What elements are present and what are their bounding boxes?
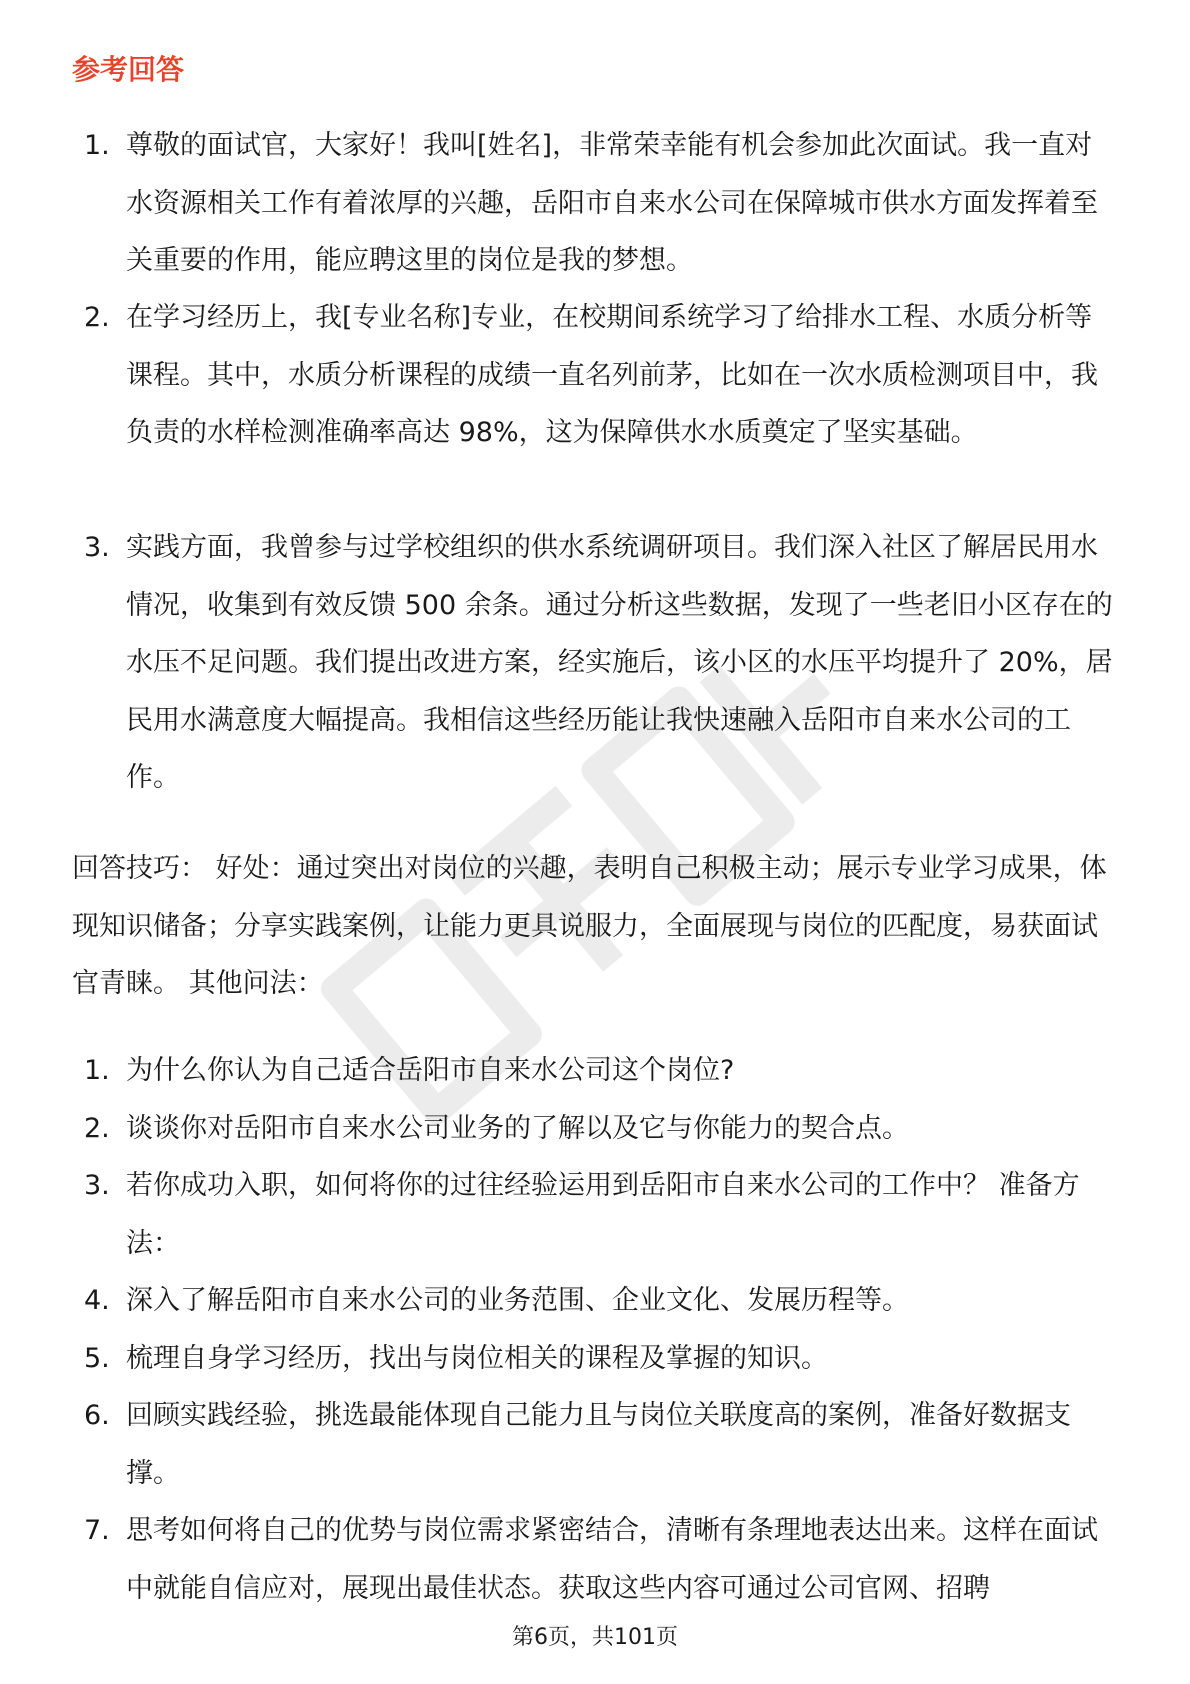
list-item-text: 为什么你认为自己适合岳阳市自来水公司这个岗位? <box>126 1055 735 1086</box>
list-item-number: 4. <box>84 1285 110 1316</box>
list-item <box>0 1157 1116 1272</box>
list-item <box>0 1272 1116 1330</box>
list-item-number: 2. <box>84 1112 110 1144</box>
list-item-number: 2. <box>84 302 110 333</box>
list-item-text: 思考如何将自己的优势与岗位需求紧密结合，清晰有条理地表达出来。这样在面试中就能自信应对，展现出最佳状态。获取这些内容可通过公司官网、招聘 <box>126 1515 1098 1604</box>
list-item-text: 梳理自身学习经历，找出与岗位相关的课程及掌握的知识。 <box>126 1342 828 1374</box>
list-item-text: 若你成功入职，如何将你的过往经验运用到岳阳市自来水公司的工作中？ 准备方法： <box>126 1170 1080 1259</box>
list-item-text: 深入了解岳阳市自来水公司的业务范围、企业文化、发展历程等。 <box>126 1285 909 1316</box>
list-item-text: 回顾实践经验，挑选最能体现自己能力且与岗位关联度高的案例，准备好数据支撑。 <box>126 1400 1071 1489</box>
list-item <box>0 1387 1116 1502</box>
section-title: 参考回答 <box>72 53 185 86</box>
list-item-number: 7. <box>84 1515 110 1546</box>
list-item-number: 1. <box>84 1055 110 1086</box>
list-item-text: 实践方面，我曾参与过学校组织的供水系统调研项目。我们深入社区了解居民用水情况，收集到有效反馈 500 余条。通过分析这些数据，发现了一些老旧小区存在的水压不足问题。我们提出改进方案，经实施后，该小区的水压平均提升了 20%，居民用水满意度大幅提高。我相信这些经历能让我快速融入岳阳市自来水公司的工作。 <box>126 532 1113 793</box>
list-item-number: 1. <box>84 130 110 161</box>
list-item <box>0 519 1116 793</box>
list-item-number: 5. <box>84 1342 110 1374</box>
list-item-text: 在学习经历上，我[专业名称]专业，在校期间系统学习了给排水工程、水质分析等课程。其中，水质分析课程的成绩一直名列前茅，比如在一次水质检测项目中，我负责的水样检测准确率高达 98%，这为保障供水水质奠定了坚实基础。 <box>126 302 1098 448</box>
list-item <box>0 1100 1116 1158</box>
answer-tips-paragraph: 回答技巧： 好处：通过突出对岗位的兴趣，表明自己积极主动；展示专业学习成果，体现知识储备；分享实践案例，让能力更具说服力，全面展现与岗位的匹配度，易获面试官青睐。 其他问法： <box>72 853 1107 999</box>
list-item-number: 3. <box>84 532 110 563</box>
list-item <box>0 1330 1116 1388</box>
list-item <box>0 117 1116 289</box>
page-number-footer: 第6页，共101页 <box>512 1625 678 1650</box>
list-item-number: 3. <box>84 1170 110 1201</box>
list-item <box>0 289 1116 519</box>
other-questions-list <box>0 1042 1116 1617</box>
list-item-text: 谈谈你对岳阳市自来水公司业务的了解以及它与你能力的契合点。 <box>126 1112 909 1144</box>
answer-list <box>0 117 1116 793</box>
list-item <box>0 1502 1116 1617</box>
list-item <box>0 1042 1116 1100</box>
list-item-number: 6. <box>84 1400 110 1431</box>
list-item-text: 尊敬的面试官，大家好！我叫[姓名]，非常荣幸能有机会参加此次面试。我一直对水资源相关工作有着浓厚的兴趣，岳阳市自来水公司在保障城市供水方面发挥着至关重要的作用，能应聘这里的岗位是我的梦想。 <box>126 130 1098 276</box>
